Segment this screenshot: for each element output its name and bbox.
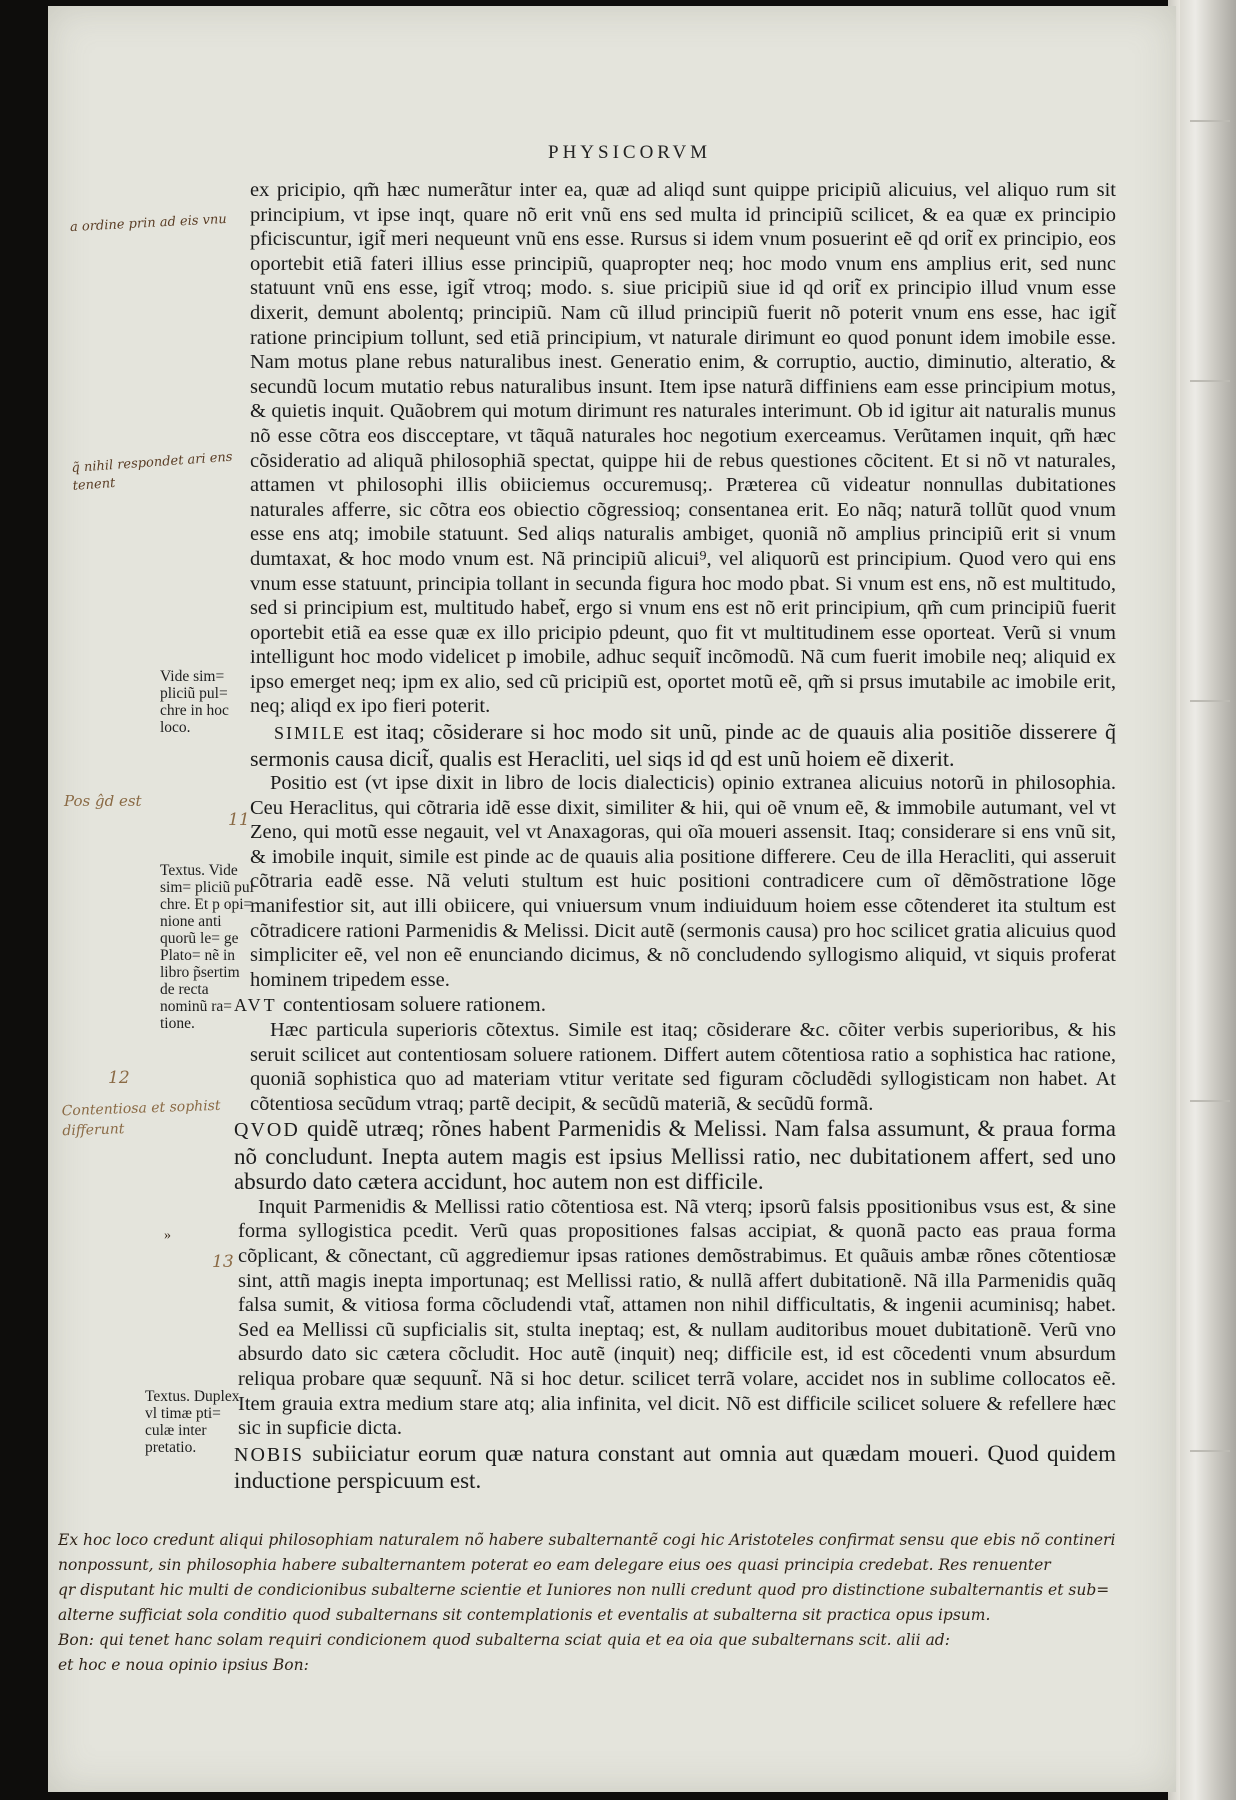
commentary-paragraph-2: Positio est (vt ipse dixit in libro de locis dialecticis) opinio extranea alicuius notorũ in philosophia. Ceu Heraclitus, qui cõtraria idẽ esse dixit, similiter & hii, qui oẽ vnum eẽ, & immobile autumant, vel vt Zeno, qui motũ esse negauit, vel vt Anaxagoras, qui oĩa moueri assensit. Itaq; considerare si ens vnũ sit, & imobile inquit, simile est pinde ac de quauis alia positione differere. Ceu de illa Heracliti, qui asseruit cõtraria eadẽ esse. Nã veluti stultum est huic positioni contradicere cum oĩ dẽmõstratione lõge manifestior sit, aut illi obiicere, qui vniuersum vnum indiuiduum hoiem esse cõtenderet ita stultum est cõtradicere rationi Parmenidis & Melissi. Dicit autẽ (sermonis causa) pro hoc scilicet gratia alicuius quod simpliciter eẽ, vel non eẽ enunciando dicimus, & nõ concludendo syllogismo aliquid, vt siquis proferat hominem tripedem esse. <box>250 772 1116 991</box>
lemma-text: est itaq; cõsiderare si hoc modo sit unũ, pinde ac de quauis alia positiõe disserere q̃ sermonis causa dicit̃, qualis est Heracliti, uel siqs id qd est unũ hoiem eẽ dixerit. <box>250 719 1116 772</box>
lemma-initial: NOBIS <box>234 1443 305 1466</box>
annotation-line: Bon: qui tenet hanc solam requiri condicionem quod subalterna sciat quia et ea oia que subalternans scit. alii ad: <box>58 1631 950 1649</box>
margin-note-textus-1: Textus. Vide sim= pliciũ pul chre. Et p opi= nione anti quorũ le= ge Plato= nẽ in libro p̃sertim de recta nominũ ra= tione. <box>160 862 254 1032</box>
annotation-line: nonpossunt, sin philosophia habere subalternantem poterat eo eam delegare eius oes quasi principia credebat. Res renuenter <box>58 1556 1051 1574</box>
section-number-12: 12 <box>108 1068 130 1088</box>
lemma-text: contentiosam soluere rationem. <box>277 992 546 1017</box>
margin-mark: » <box>164 1228 171 1243</box>
lemma-initial: SIMILE <box>274 723 346 744</box>
annotation-line: alterne sufficiat sola conditio quod subalternans sit contemplationis et eventalis at subalterna sit practica opus ipsum. <box>58 1606 991 1624</box>
commentary-paragraph-3: Hæc particula superioris cõtextus. Simile est itaq; cõsiderare &c. cõiter verbis superioribus, & his seruit scilicet aut contentiosam soluere rationem. Differt autem cõtentiosa ratio a sophistica hac ratione, quoniã sophistica quo ad materiam vtitur veritate sed figuram cõcludẽdi syllogisticam non habet. At cõtentiosa secũdum vtraq; partẽ decipit, & secũdũ materiã, & secũdũ formã. <box>250 1019 1116 1115</box>
running-head: PHYSICORVM <box>548 142 712 163</box>
margin-note-textus-2: Textus. Duplex vl timæ pti= culæ inter pretatio. <box>145 1388 240 1456</box>
handwritten-bottom-annotation <box>58 1528 1168 1678</box>
lemma-simile <box>250 719 1116 771</box>
annotation-line: qr disputant hic multi de condicionibus subalterne scientie et Iuniores non nulli credunt quod pro distinctione subalternantis et sub= <box>58 1581 1110 1599</box>
commentary-paragraph-1: ex pricipio, qm̃ hæc numerãtur inter ea, quæ ad aliqd sunt quippe pricipiũ alicuius, vel aliquo rum sit principium, vt ipse inqt, quare nõ erit vnũ ens sed multa id principiũ scilicet, & ea quæ ex principio pficiscuntur, igit̃ meri nequeunt vnũ ens esse. Rursus si idem vnum posuerint eẽ qd orit̃ ex principio, eos oportebit etiã fateri illius esse principiũ, quapropter neq; hoc modo vnum ens amplius erit, sed nunc statuunt vnũ ens esse, igit̃ vtroq; modo. s. siue pricipiũ siue id qd orit̃ ex principio illud vnum esse dixerit, demunt abolentq; principiũ. Nam cũ illud principiũ fuerit nõ poterit vnum ens esse, hac igit̃ ratione principium tollunt, sed etiã principium, vt naturale dirimunt eo quod ponunt idem imobile esse. Nam motus plane rebus naturalibus inest. Generatio enim, & corruptio, auctio, diminutio, alteratio, & secundũ locum mutatio rebus naturalibus insunt. Item ipse naturã diffiniens eam esse principium motus, & quietis inquit. Quãobrem qui motum dirimunt res naturales interimunt. Ob id igitur ait naturalis munus nõ esse cõtra eos discceptare, vt tãquã naturales hoc negotium exerceamus. Verũtamen inquit, qm̃ hæc cõsideratio ad aliquã philosophiã spectat, quippe hii de rebus questiones cõcitent. Et si nõ vt naturales, attamen vt philosophi illis obiiciemus occuremusq;. Præterea cũ videatur nonnullas dubitationes naturales afferre, sic cõtra eos obiectio cõgressioq; consentanea erit. Eo nãq; naturã tollũt quod vnum esse ens atq; imobile statuunt. Sed aliqs naturalis ambiget, quoniã nõ amplius principiũ erit si vnum dumtaxat, & hoc modo vnum est. Nã principiũ alicui⁹, vel aliquorũ est principium. Quod vero qui ens vnum esse statuunt, principia tollant in secunda figura hoc modo pbat. Si vnum est ens, nõ est multitudo, sed si principium est, multitudo habet̃, ergo si vnum ens est nõ erit principium, qm̃ cum principiũ fuerit oportebit etiã ea esse quæ ex illo pricipio pdeunt, quo fit vt multitudinem esse oporteat. Verũ si vnum intelligunt hoc modo videlicet p imobile, adhuc sequit̃ incõmodũ. Nã cum fuerit imobile neq; aliquid ex ipso emerget neq; ipm ex alio, sed cũ pricipiũ est, oportet motũ eẽ, qm̃ si prsus imutabile ac imobile erit, neq; aliqd ex ipo fieri poterit. <box>250 179 1116 718</box>
lemma-aut <box>234 992 1116 1018</box>
handwritten-margin-note-4: Contentiosa et sophist differunt <box>61 1097 221 1140</box>
adjacent-pages-edge <box>1178 0 1236 1800</box>
handwritten-margin-note-1: a ordine prin ad eis vnu <box>69 211 228 236</box>
section-number-11: 11 <box>228 810 250 830</box>
lemma-text: quidẽ utræq; rõnes habent Parmenidis & Melissi. Nam falsa assumunt, & praua forma nõ concludunt. Inepta autem magis est ipsius Mellissi ratio, nec dubitationem affert, sed uno absurdo dato cætera accidunt, hoc autem non est difficile. <box>234 1116 1116 1195</box>
margin-note-vide-simplicium: Vide sim= pliciũ pul= chre in hoc loco. <box>160 668 229 736</box>
section-number-13: 13 <box>212 1252 234 1272</box>
handwritten-margin-note-3: Pos ĝd est <box>64 792 142 810</box>
lemma-nobis <box>234 1441 1116 1494</box>
handwritten-margin-note-2: q̃ nihil respondet ari ens tenent <box>71 449 233 494</box>
lemma-initial: AVT <box>234 995 278 1016</box>
lemma-quod <box>234 1116 1116 1195</box>
annotation-line: Ex hoc loco credunt aliqui philosophiam naturalem nõ habere subalternantẽ cogi hic Aristoteles confirmat sensu que ebis nõ contineri <box>58 1531 1116 1549</box>
annotation-line: et hoc e noua opinio ipsius Bon: <box>58 1656 309 1674</box>
lemma-text: subiiciatur eorum quæ natura constant aut omnia aut quædam moueri. Quod quidem inductione perspicuum est. <box>234 1440 1116 1494</box>
commentary-paragraph-4: Inquit Parmenidis & Mellissi ratio cõtentiosa est. Nã vterq; ipsorũ falsis ppositionibus vsus est, & sine forma syllogistica pcedit. Verũ quas propositiones falsas accipiat, & quonã pacto eas praua forma cõplicant, & cõnectant, cũ aggrediemur ipsas rationes demõstrabimus. Et quãuis ambæ rõnes cõtentiosæ sint, attñ magis inepta importunaq; est Mellissi ratio, & nullã affert dubitationẽ. Nã illa Parmenidis quãq falsa sumit, & vitiosa forma cõcludendi vtat̃, attamen non nihil difficultatis, & ingenii acuminisq; habet. Sed ea Mellissi cũ supficialis sit, stulta ineptaq; est, & nullam auditoribus mouet dubitationẽ. Verũ vno absurdo dato sic cætera cõcludit. Hoc autẽ (inquit) neq; difficile est, id est cõcedenti vnum absurdum reliqua probare quæ sequunt̃. Nã si hoc detur. scilicet terrã volare, accidet nos in sublime collocatos eẽ. Item grauia extra medium stare atq; alia infinita, vel dicit. Nõ est difficile scilicet soluere & refellere hæc sic in supficie dicta. <box>238 1195 1116 1440</box>
lemma-initial: QVOD <box>234 1119 300 1142</box>
